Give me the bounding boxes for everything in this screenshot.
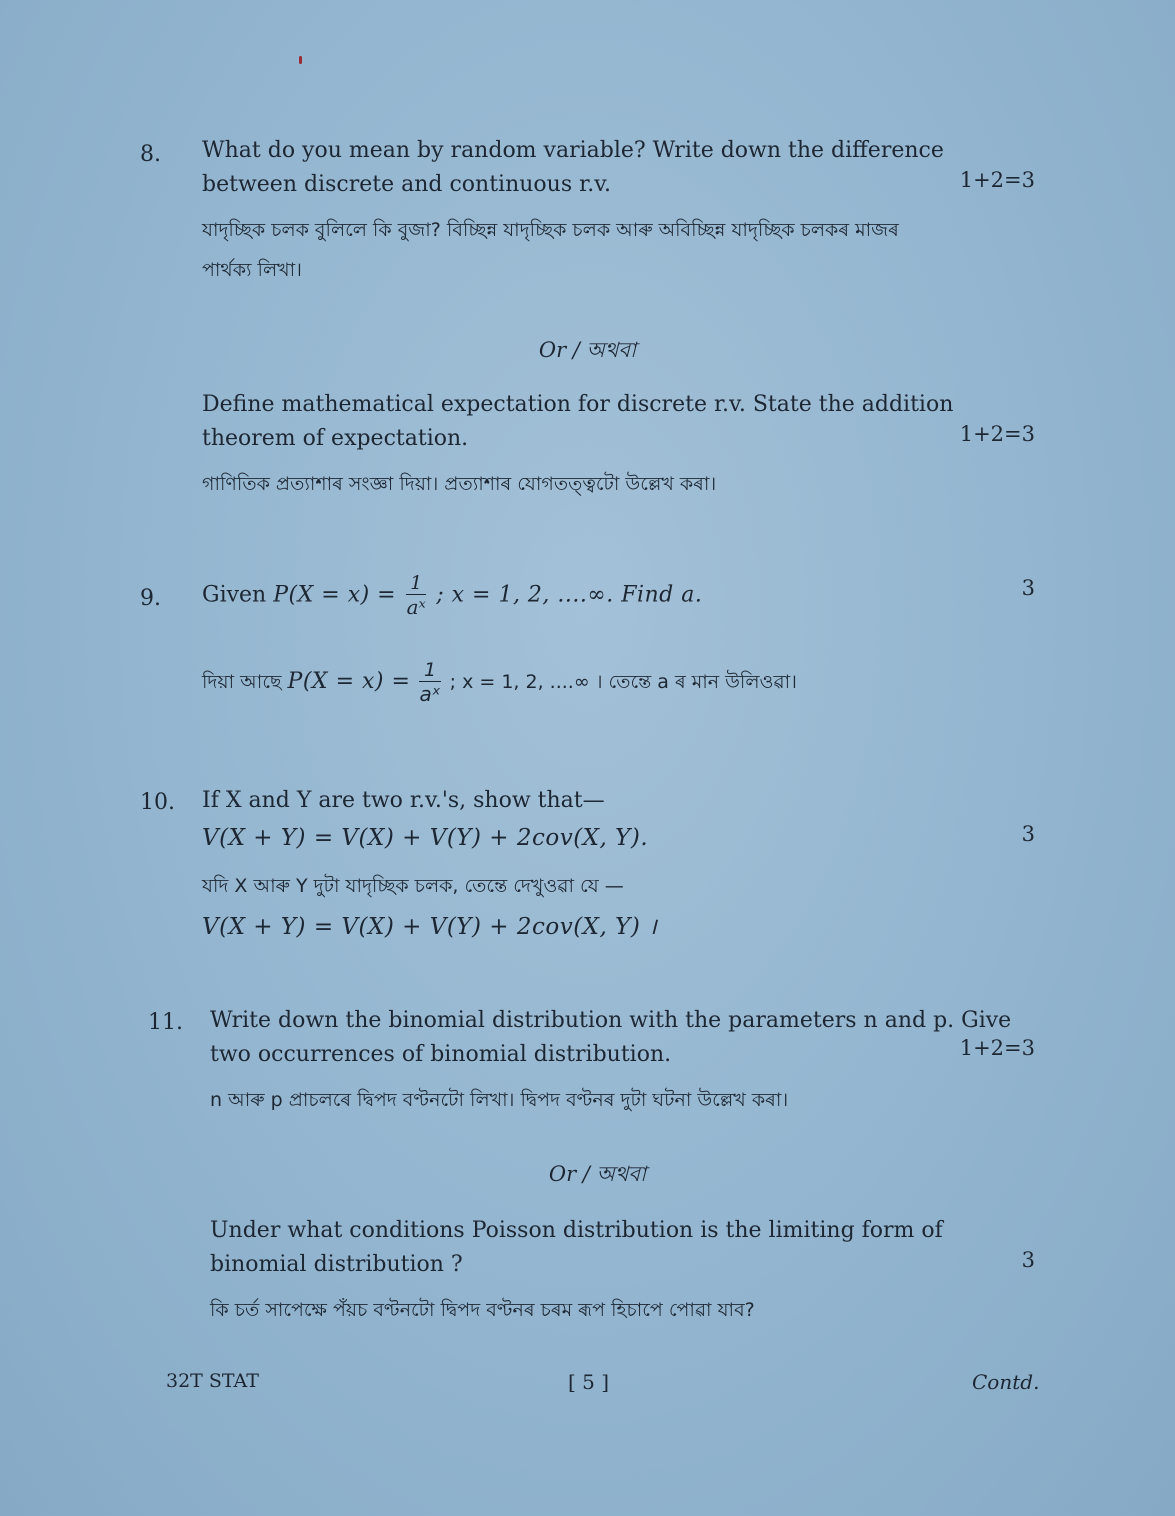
question-text-en-line1: Under what conditions Poisson distribution is the limiting form of	[210, 1218, 943, 1243]
question-text-bn-line1: যাদৃচ্ছিক চলক বুলিলে কি বুজা? বিচ্ছিন্ন যাদৃচ্ছিক চলক আৰু অবিচ্ছিন্ন যাদৃচ্ছিক চলকৰ মাজৰ	[202, 219, 899, 241]
variance-formula-bn: V(X + Y) = V(X) + V(Y) + 2cov(X, Y) ।	[202, 914, 658, 940]
or-separator: Or / অথবা	[548, 1162, 647, 1186]
given-label-bn: দিয়া আছে	[202, 671, 282, 693]
question-text-en-line1: Define mathematical expectation for discrete r.v. State the addition	[202, 392, 954, 417]
question-text-en-line2: between discrete and continuous r.v.	[202, 172, 612, 197]
marks: 1+2=3	[959, 1036, 1035, 1060]
fraction-denominator: aˣ	[419, 682, 441, 706]
marks: 3	[1021, 576, 1035, 600]
paper-code: 32T STAT	[166, 1370, 259, 1392]
question-text-bn-line2: পাৰ্থক্য লিখা।	[202, 259, 302, 281]
ink-mark	[299, 56, 302, 64]
question-text-en-line1: Write down the binomial distribution with the parameters n and p. Give	[210, 1008, 1012, 1033]
or-separator: Or / অথবা	[538, 338, 637, 362]
formula-rest: ; x = 1, 2, ....∞. Find a.	[436, 582, 703, 608]
question-number: 11.	[148, 1010, 183, 1035]
marks: 3	[1021, 1248, 1035, 1272]
question-text-bn-line1: n আৰু p প্ৰাচলৰে দ্বিপদ বণ্টনটো লিখা। দ্বিপদ বণ্টনৰ দুটা ঘটনা উল্লেখ কৰা।	[210, 1089, 789, 1111]
question-text-bn-line1: কি চৰ্ত সাপেক্ষে পঁয়চ বণ্টনটো দ্বিপদ বণ্টনৰ চৰম ৰূপ হিচাপে পোৱা যাব?	[210, 1299, 755, 1321]
question-text-en-line1: If X and Y are two r.v.'s, show that—	[202, 788, 605, 813]
question-text-en-line2: binomial distribution ?	[210, 1252, 463, 1277]
given-formula-line-bn	[202, 659, 1035, 706]
fraction-numerator: 1	[419, 659, 440, 682]
question-text-en-line1: What do you mean by random variable? Write down the difference	[202, 138, 944, 163]
variance-formula: V(X + Y) = V(X) + V(Y) + 2cov(X, Y).	[202, 825, 649, 851]
formula-rest-bn: ; x = 1, 2, ....∞ । তেন্তে a ৰ মান উলিওৱা।	[449, 671, 797, 693]
marks: 1+2=3	[959, 168, 1035, 192]
question-8-alternative	[140, 388, 1035, 504]
question-number: 10.	[140, 790, 175, 815]
page-number: [ 5 ]	[568, 1370, 610, 1394]
continued-label: Contd.	[972, 1370, 1040, 1394]
question-10	[140, 784, 1035, 948]
formula-lhs: P(X = x) =	[273, 582, 397, 608]
question-text-en-line2: theorem of expectation.	[202, 426, 469, 451]
fraction-denominator: aˣ	[406, 595, 426, 619]
formula-lhs-bn: P(X = x) =	[287, 669, 411, 694]
question-11	[148, 1004, 1035, 1120]
given-formula-line	[202, 572, 1035, 619]
marks: 1+2=3	[959, 422, 1035, 446]
given-label: Given	[202, 582, 267, 608]
question-text-en-line2: two occurrences of binomial distribution.	[210, 1042, 672, 1067]
fraction	[406, 572, 426, 619]
question-9	[140, 572, 1035, 706]
fraction-bn	[419, 659, 440, 706]
question-number: 8.	[140, 142, 161, 167]
question-11-alternative	[148, 1214, 1035, 1330]
question-8	[140, 134, 1035, 290]
fraction-numerator: 1	[406, 572, 426, 595]
question-text-bn-line1: যদি X আৰু Y দুটা যাদৃচ্ছিক চলক, তেন্তে দেখুওৱা যে —	[202, 875, 624, 897]
question-number: 9.	[140, 586, 161, 611]
question-text-bn-line1: গাণিতিক প্ৰত্যাশাৰ সংজ্ঞা দিয়া। প্ৰত্যাশাৰ যোগতত্ত্বটো উল্লেখ কৰা।	[202, 473, 717, 495]
marks: 3	[1021, 822, 1035, 846]
